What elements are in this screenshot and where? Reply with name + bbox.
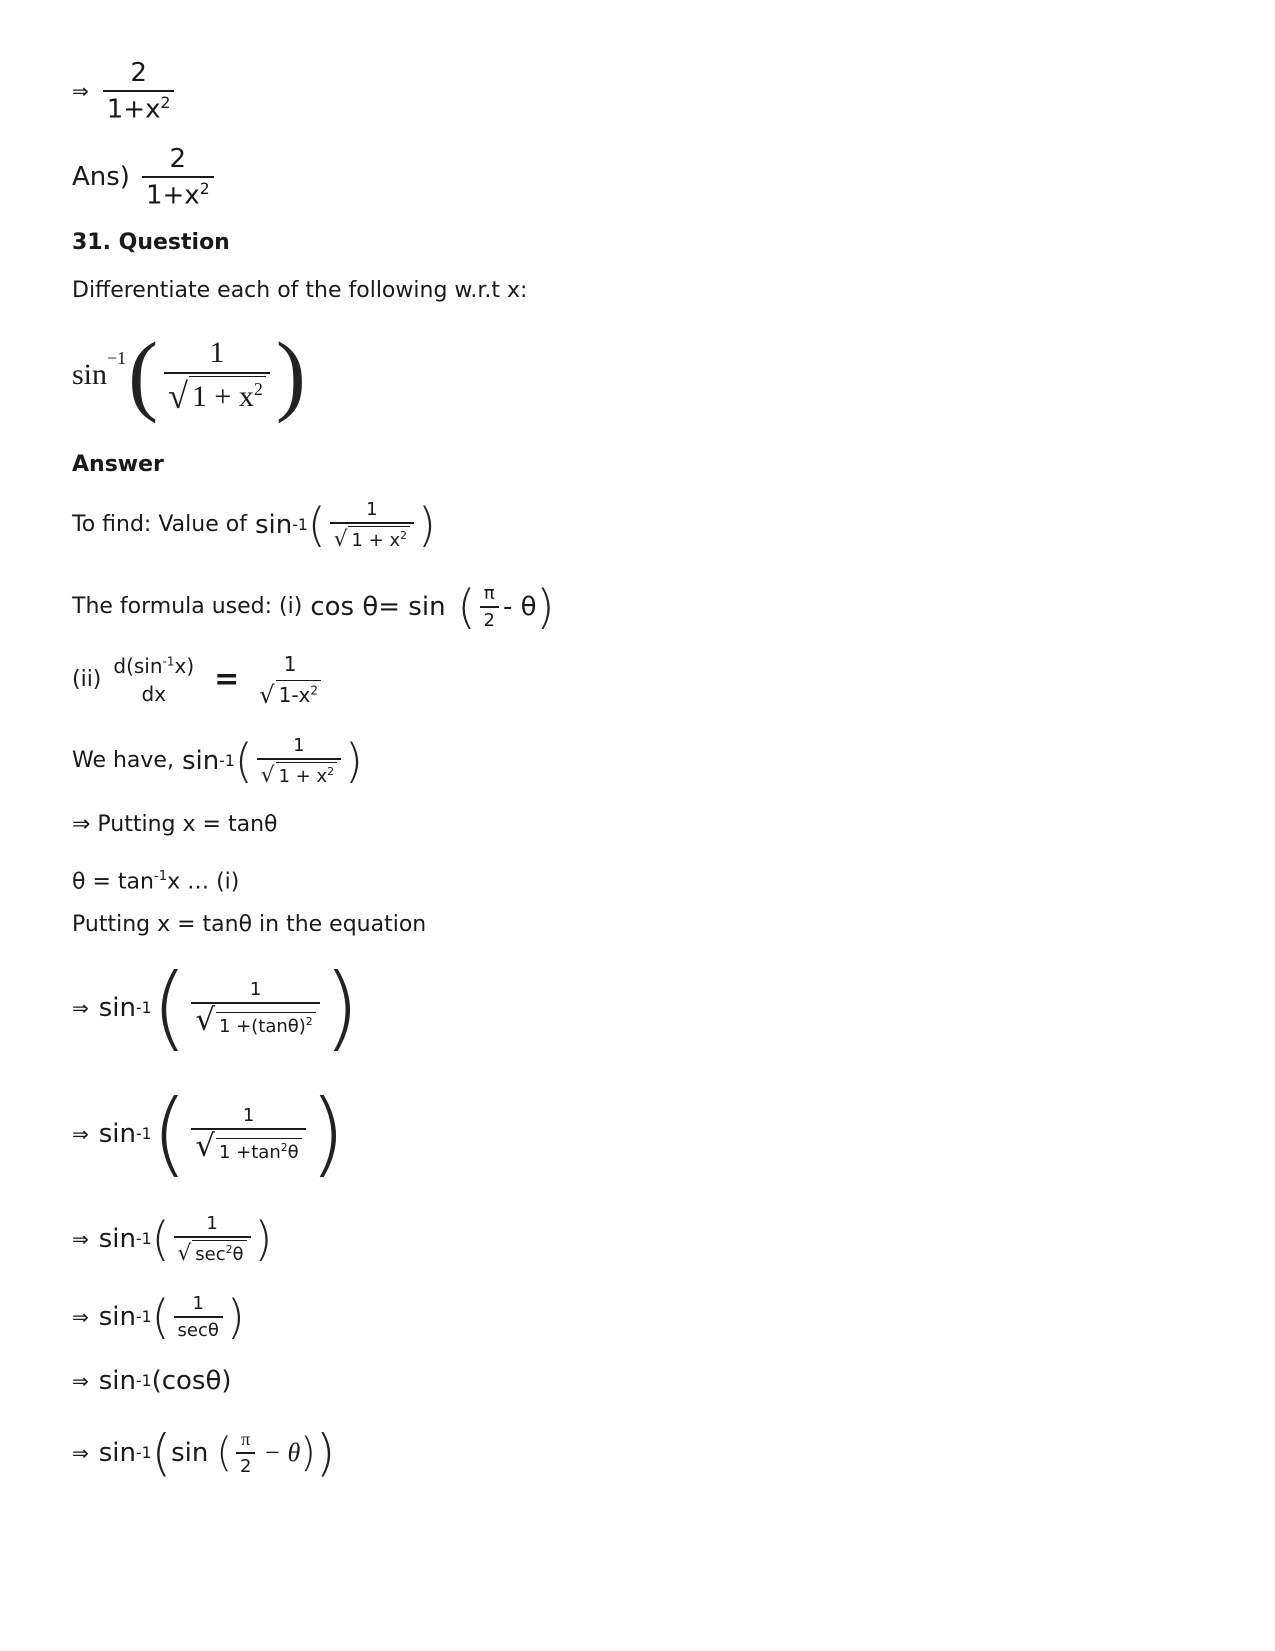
radicand-exp: 2 bbox=[225, 1243, 233, 1256]
fraction bbox=[257, 735, 341, 787]
inner-sin-fn: sin bbox=[171, 1438, 209, 1468]
previous-answer bbox=[72, 144, 218, 211]
radicand-base: 1 + x bbox=[351, 530, 401, 551]
inner-left-paren: ( bbox=[216, 1430, 232, 1476]
theta-line bbox=[72, 862, 239, 897]
outer-left-paren: ( bbox=[151, 1424, 172, 1482]
radicand bbox=[276, 762, 338, 787]
math-expression bbox=[99, 1424, 336, 1482]
math-expression bbox=[255, 498, 436, 552]
answer-label: Ans) bbox=[72, 162, 130, 193]
fraction bbox=[330, 499, 414, 551]
sqrt bbox=[191, 1130, 305, 1163]
math-expression bbox=[99, 1366, 232, 1396]
fraction bbox=[164, 336, 270, 414]
sin-fn: sin bbox=[98, 1224, 137, 1254]
inverse-exp: -1 bbox=[136, 1372, 152, 1390]
radical-sign: √ bbox=[259, 681, 275, 709]
radical-sign: √ bbox=[168, 376, 188, 416]
left-paren: ( bbox=[457, 580, 476, 634]
radicand-base: 1 +(tanθ) bbox=[218, 1015, 306, 1037]
radicand-base: 1 + x bbox=[191, 380, 254, 413]
sqrt bbox=[164, 374, 270, 414]
fraction bbox=[191, 1105, 305, 1163]
putting-equation-line: Putting x = tanθ in the equation bbox=[72, 912, 427, 937]
inverse-exp: -1 bbox=[136, 999, 152, 1017]
radicand-exp: 2 bbox=[253, 379, 263, 399]
radicand-start: sec bbox=[195, 1244, 226, 1265]
sin-fn: sin bbox=[72, 358, 108, 391]
math-expression bbox=[98, 1080, 346, 1187]
denominator: 2 bbox=[483, 610, 495, 631]
rhs-fraction bbox=[255, 652, 325, 707]
radical-sign: √ bbox=[333, 527, 348, 553]
radicand-base: 1-x bbox=[278, 683, 311, 707]
answer-heading: Answer bbox=[72, 452, 164, 477]
num-exp: -1 bbox=[162, 653, 175, 668]
equals-sign: = bbox=[214, 662, 240, 697]
step-6 bbox=[72, 1424, 335, 1482]
formula-label: The formula used: (i) bbox=[72, 594, 303, 619]
left-paren: ( bbox=[151, 1290, 170, 1344]
num-start: d(sin bbox=[113, 653, 163, 678]
numerator: 2 bbox=[130, 58, 147, 88]
radicand-exp: 2 bbox=[310, 683, 319, 698]
denominator: secθ bbox=[177, 1320, 219, 1341]
inverse-exp: -1 bbox=[136, 1308, 152, 1326]
right-paren: ) bbox=[345, 734, 363, 788]
minus-theta: − θ bbox=[263, 1438, 301, 1467]
implies-arrow: ⇒ bbox=[72, 79, 89, 104]
numerator: 1 bbox=[283, 652, 297, 676]
sin-fn: sin bbox=[98, 1438, 137, 1468]
right-paren: ) bbox=[275, 325, 306, 424]
left-paren: ( bbox=[151, 1212, 170, 1266]
putting-line: ⇒ Putting x = tanθ bbox=[72, 812, 278, 837]
numerator: 2 bbox=[169, 144, 187, 174]
radicand bbox=[276, 680, 321, 707]
fraction bbox=[103, 58, 175, 125]
fraction bbox=[480, 583, 499, 631]
right-paren: ) bbox=[536, 580, 555, 634]
sin-fn: sin bbox=[98, 1366, 137, 1396]
right-paren: ) bbox=[226, 1290, 245, 1344]
radicand bbox=[192, 1240, 246, 1265]
cos-theta-arg: (cosθ) bbox=[151, 1366, 232, 1396]
denominator bbox=[103, 92, 175, 125]
theta-line-start: θ = tan bbox=[72, 869, 154, 895]
radicand-exp: 2 bbox=[305, 1014, 313, 1028]
implies-arrow: ⇒ bbox=[72, 1122, 89, 1146]
radicand-exp: 2 bbox=[327, 765, 335, 778]
radical-sign: √ bbox=[260, 763, 275, 789]
fraction bbox=[174, 1293, 223, 1341]
step-2 bbox=[72, 1080, 346, 1187]
implies-arrow: ⇒ bbox=[72, 1369, 89, 1393]
radical-sign: √ bbox=[195, 1003, 215, 1039]
numerator: 1 bbox=[242, 1105, 255, 1127]
radicand-end: θ bbox=[287, 1141, 299, 1163]
sin-fn: sin bbox=[181, 746, 220, 776]
inverse-exp: -1 bbox=[136, 1125, 152, 1143]
math-expression bbox=[182, 734, 363, 788]
theta-line-end: x … (i) bbox=[167, 869, 240, 895]
denominator: dx bbox=[141, 681, 167, 706]
sin-fn: sin bbox=[254, 510, 293, 540]
left-paren: ( bbox=[307, 498, 326, 552]
sqrt bbox=[257, 760, 341, 787]
radicand bbox=[348, 526, 410, 551]
right-paren: ) bbox=[323, 954, 360, 1061]
theta-line-exp: -1 bbox=[153, 869, 168, 884]
radical-sign: √ bbox=[195, 1129, 215, 1165]
sqrt bbox=[330, 524, 414, 551]
numerator bbox=[109, 654, 198, 680]
to-find-line bbox=[72, 498, 436, 552]
sqrt bbox=[174, 1238, 251, 1265]
implies-arrow: ⇒ bbox=[72, 1441, 89, 1465]
math-expression bbox=[98, 954, 360, 1061]
numerator: π bbox=[241, 1429, 251, 1449]
previous-step bbox=[72, 58, 178, 125]
inverse-exp: -1 bbox=[136, 1230, 152, 1248]
radicand bbox=[216, 1012, 316, 1037]
sin-fn: sin bbox=[98, 993, 137, 1023]
sqrt bbox=[191, 1004, 319, 1037]
outer-right-paren: ) bbox=[315, 1424, 336, 1482]
math-expression bbox=[99, 1212, 273, 1266]
sqrt bbox=[255, 678, 325, 707]
numerator: 1 bbox=[192, 1293, 204, 1314]
inverse-exp: -1 bbox=[219, 752, 235, 770]
radicand bbox=[216, 1138, 302, 1163]
numerator: 1 bbox=[293, 735, 305, 756]
fraction bbox=[174, 1213, 251, 1265]
inverse-exp: −1 bbox=[107, 348, 127, 368]
inverse-exp: -1 bbox=[292, 516, 308, 534]
right-paren: ) bbox=[254, 1212, 273, 1266]
formula-line-2 bbox=[72, 652, 329, 707]
right-paren: ) bbox=[417, 498, 436, 552]
radicand-exp: 2 bbox=[400, 529, 407, 542]
step-4 bbox=[72, 1290, 245, 1344]
step-1 bbox=[72, 954, 360, 1061]
den-exponent: 2 bbox=[199, 180, 210, 198]
formula-line-1 bbox=[72, 580, 554, 634]
formula-lhs: cos θ= sin bbox=[310, 592, 446, 622]
left-paren: ( bbox=[151, 954, 188, 1061]
den-base: 1+x bbox=[145, 180, 200, 211]
implies-arrow: ⇒ bbox=[72, 1305, 89, 1329]
den-base: 1+x bbox=[106, 94, 161, 125]
implies-arrow: ⇒ bbox=[72, 996, 89, 1020]
derivative-fraction bbox=[109, 654, 198, 706]
question-heading: 31. Question bbox=[72, 230, 230, 255]
right-paren: ) bbox=[309, 1080, 346, 1187]
left-paren: ( bbox=[151, 1080, 188, 1187]
left-paren: ( bbox=[128, 325, 159, 424]
radicand bbox=[189, 376, 266, 414]
den-exponent: 2 bbox=[160, 94, 171, 112]
numerator: 1 bbox=[366, 499, 378, 520]
numerator: 1 bbox=[209, 336, 225, 369]
numerator: 1 bbox=[249, 979, 262, 1001]
radicand-exp: 2 bbox=[280, 1140, 288, 1154]
we-have-line bbox=[72, 734, 363, 788]
math-expression bbox=[310, 580, 554, 634]
question-prompt: Differentiate each of the following w.r.t x: bbox=[72, 278, 528, 303]
radicand-base: 1 + x bbox=[278, 766, 328, 787]
inner-right-paren: ) bbox=[300, 1430, 316, 1476]
denominator bbox=[142, 178, 214, 211]
inverse-exp: -1 bbox=[136, 1444, 152, 1462]
radicand-end: θ bbox=[232, 1244, 244, 1265]
question-expression bbox=[72, 325, 306, 424]
radicand-start: 1 +tan bbox=[218, 1141, 281, 1163]
numerator: π bbox=[483, 583, 495, 604]
fraction bbox=[191, 979, 319, 1037]
implies-arrow: ⇒ bbox=[72, 1227, 89, 1251]
formula2-label: (ii) bbox=[72, 666, 102, 692]
fraction bbox=[236, 1429, 255, 1477]
fraction bbox=[142, 144, 214, 211]
num-end: x) bbox=[174, 653, 195, 678]
to-find-label: To find: Value of bbox=[72, 512, 247, 537]
numerator: 1 bbox=[206, 1213, 218, 1234]
left-paren: ( bbox=[234, 734, 253, 788]
step-5 bbox=[72, 1366, 232, 1396]
radical-sign: √ bbox=[177, 1241, 192, 1267]
sin-fn: sin bbox=[98, 1119, 137, 1149]
step-3 bbox=[72, 1212, 273, 1266]
denominator: 2 bbox=[239, 1456, 252, 1477]
sin-fn: sin bbox=[98, 1302, 137, 1332]
minus-theta: - θ bbox=[502, 592, 537, 622]
math-expression bbox=[99, 1290, 245, 1344]
we-have-label: We have, bbox=[72, 748, 174, 773]
